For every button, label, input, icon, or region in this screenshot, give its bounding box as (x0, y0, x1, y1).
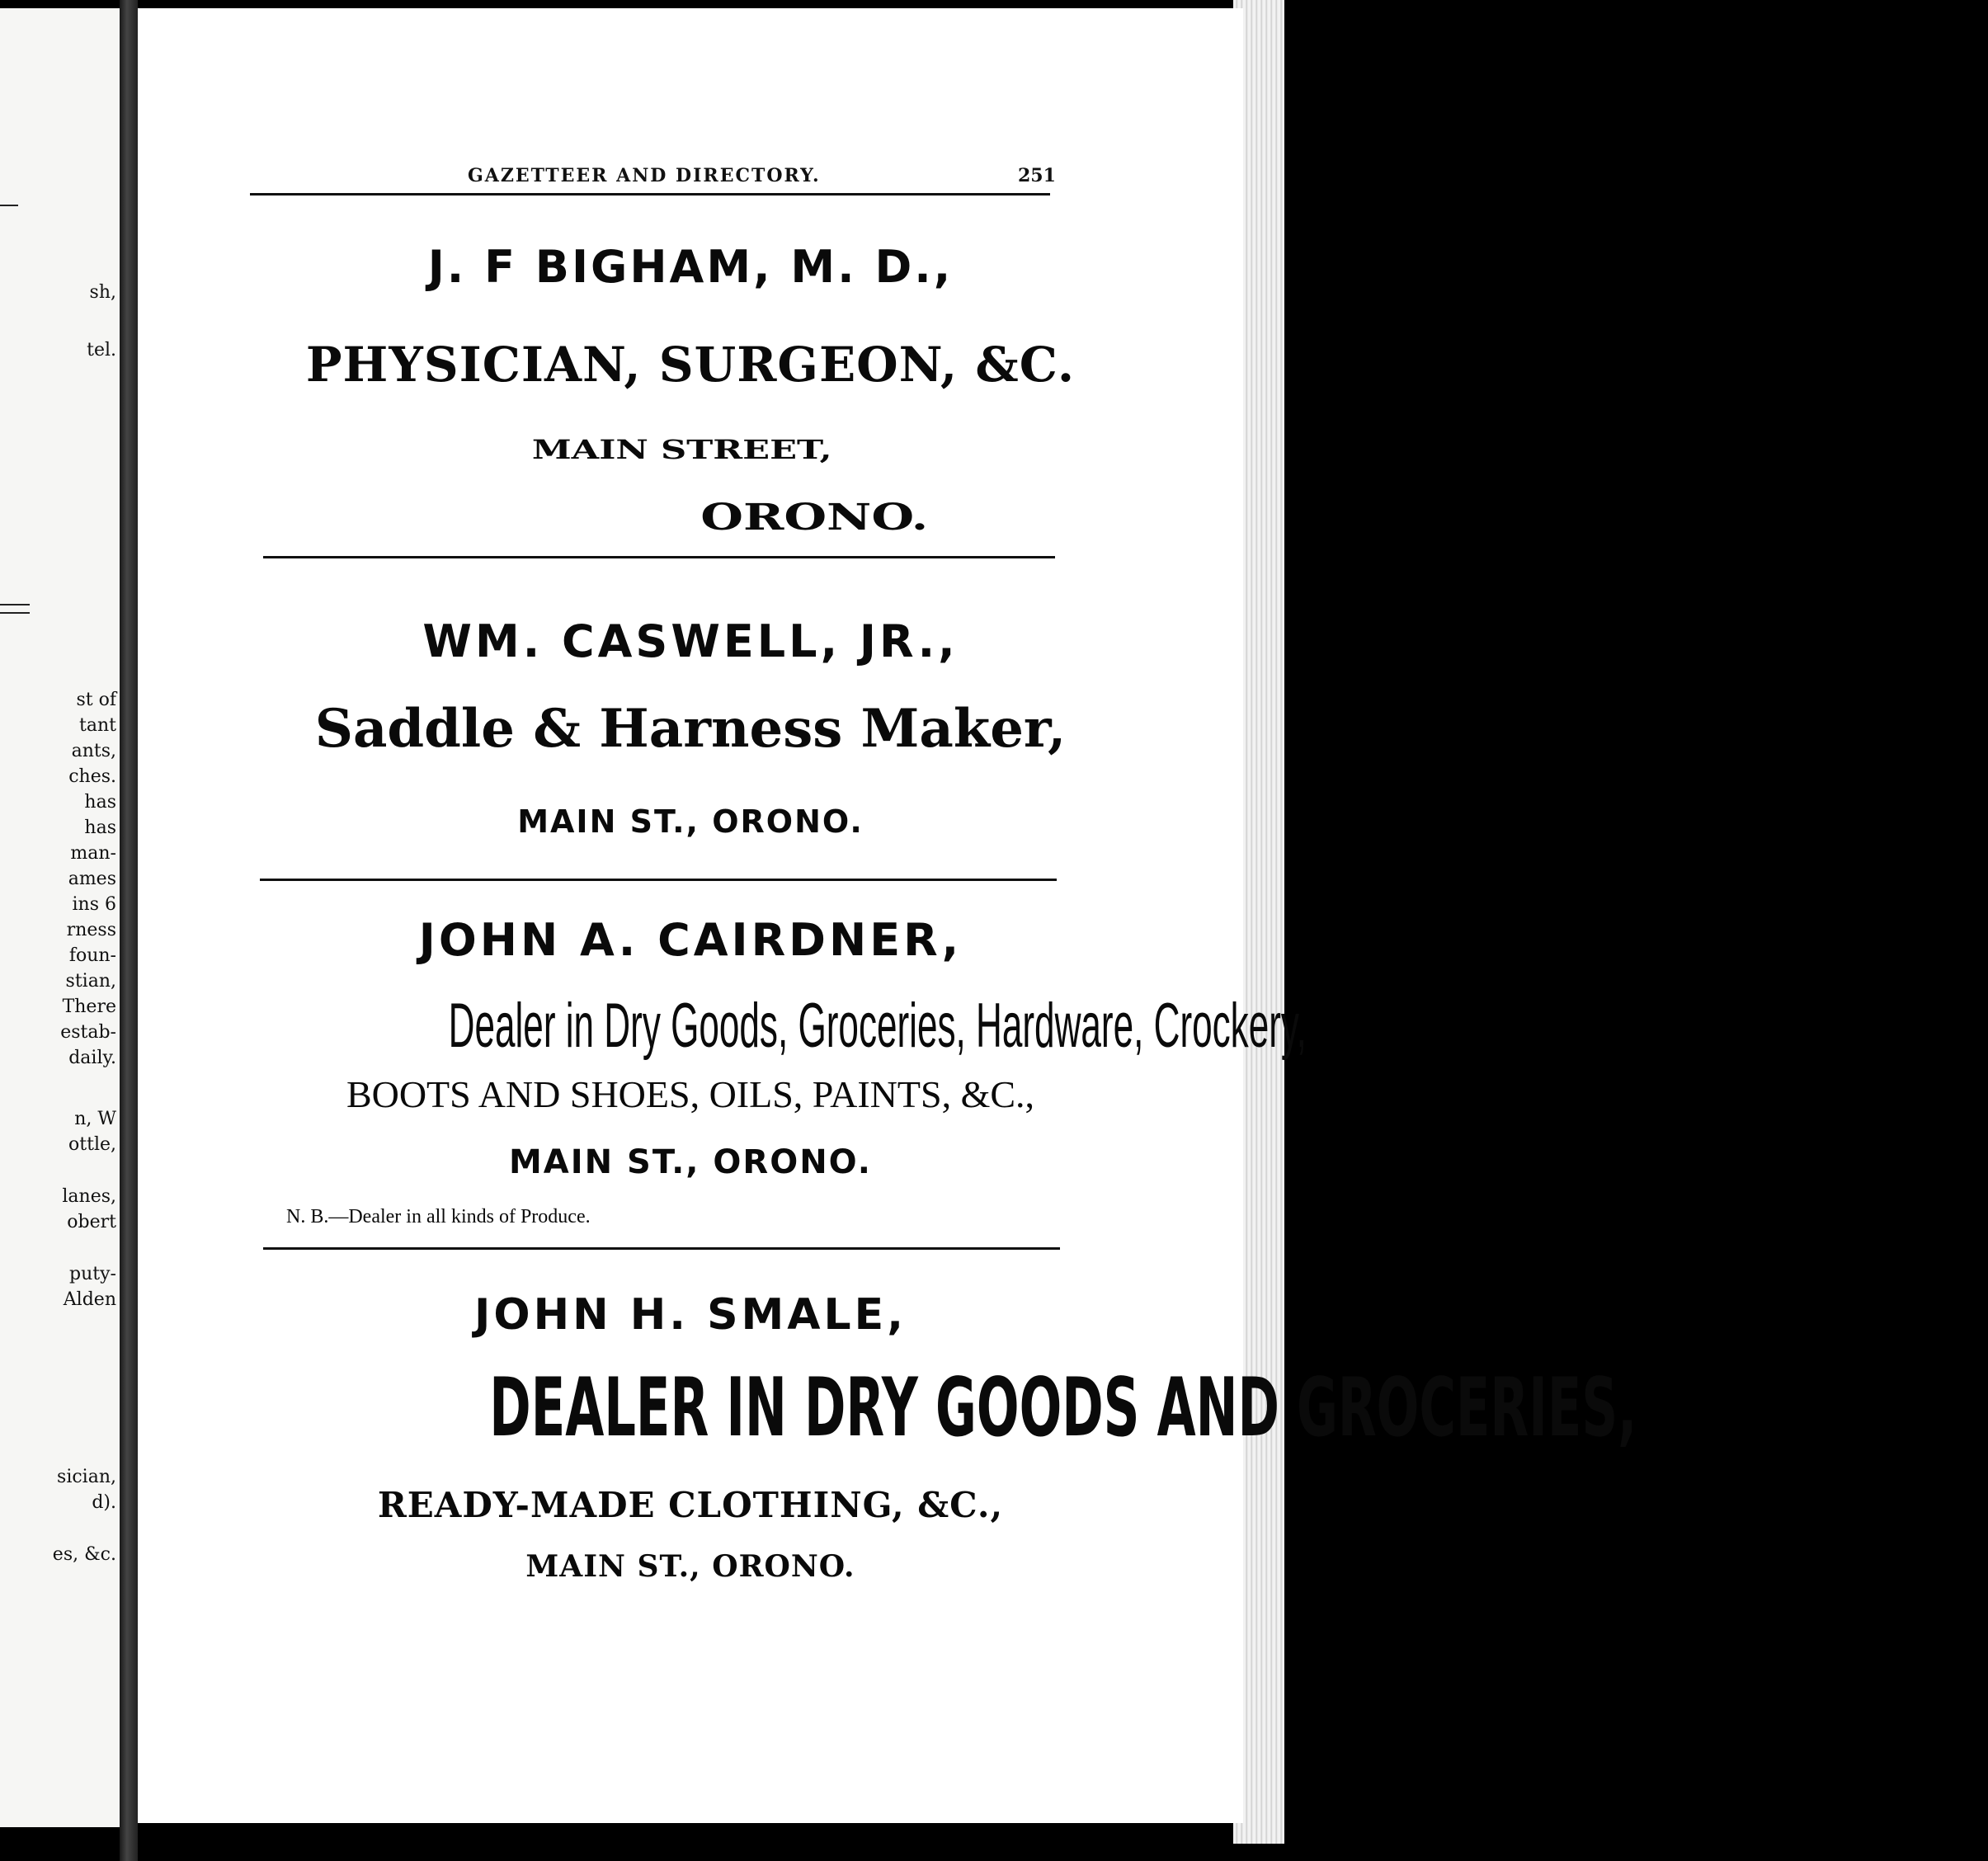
left-text: tel. (87, 340, 116, 360)
left-text: d). (92, 1492, 116, 1513)
left-text: es, &c. (52, 1544, 116, 1565)
ad-divider (263, 1247, 1060, 1250)
left-text: st of (76, 690, 116, 710)
ad-bigham-trade: PHYSICIAN, SURGEON, &C. (305, 337, 1076, 393)
ad-cairdner-name: JOHN A. CAIRDNER, (418, 914, 963, 966)
left-text: ames (68, 869, 116, 889)
left-text: lanes, (62, 1186, 116, 1207)
ad-smale-goods: READY-MADE CLOTHING, &C., (377, 1485, 1004, 1525)
left-page-fragment (0, 8, 120, 1827)
left-text: stian, (65, 971, 116, 992)
left-text: sician, (57, 1467, 116, 1487)
left-rule-double (0, 612, 30, 614)
header-rule (250, 193, 1050, 196)
ad-caswell-address: MAIN ST., ORONO. (517, 803, 864, 840)
left-text: ins 6 (72, 894, 116, 915)
book-gutter (120, 0, 138, 1861)
left-rule-double (0, 604, 30, 605)
left-text: tant (79, 715, 116, 736)
ad-smale-name: JOHN H. SMALE, (474, 1290, 907, 1340)
left-text: ches. (68, 766, 116, 787)
left-text: n, W (74, 1109, 116, 1129)
left-text: ants, (71, 741, 116, 761)
left-text: estab- (60, 1022, 116, 1043)
ad-bigham-name: J. F BIGHAM, M. D., (427, 241, 954, 293)
ad-caswell-trade: Saddle & Harness Maker, (314, 698, 1067, 760)
directory-page (138, 8, 1637, 1823)
running-head (138, 157, 1243, 190)
ad-bigham-street: MAIN STREET, (532, 434, 832, 465)
ad-bigham-town: ORONO. (700, 497, 929, 539)
ad-smale-address: MAIN ST., ORONO. (525, 1549, 855, 1584)
ad-cairdner-address: MAIN ST., ORONO. (509, 1143, 872, 1181)
ad-cairdner-note: N. B.—Dealer in all kinds of Produce. (286, 1206, 591, 1227)
ad-cairdner-goods: BOOTS AND SHOES, OILS, PAINTS, &C., (346, 1073, 1035, 1115)
page-number: 251 (1018, 165, 1056, 186)
left-text: ottle, (68, 1134, 116, 1155)
ad-cairdner-trade: Dealer in Dry Goods, Groceries, Hardware, Crockery, (448, 991, 1307, 1061)
left-rule-top (0, 205, 18, 206)
left-text: puty- (69, 1264, 116, 1284)
left-text: There (62, 996, 116, 1017)
left-text: daily. (68, 1048, 116, 1068)
left-text: has (84, 817, 116, 838)
left-text: rness (66, 920, 116, 940)
left-text: man- (70, 843, 116, 864)
left-text: foun- (68, 945, 116, 966)
ad-smale-trade: DEALER IN DRY GOODS AND GROCERIES, (489, 1361, 1637, 1455)
ad-caswell-name: WM. CASWELL, JR., (422, 615, 959, 667)
left-text: Alden (63, 1289, 116, 1310)
ad-divider (260, 879, 1057, 881)
left-text: obert (67, 1212, 116, 1232)
left-text: has (84, 792, 116, 813)
left-text: sh, (89, 282, 116, 303)
ad-divider (263, 556, 1055, 558)
running-title: GAZETTEER AND DIRECTORY. (468, 165, 821, 186)
